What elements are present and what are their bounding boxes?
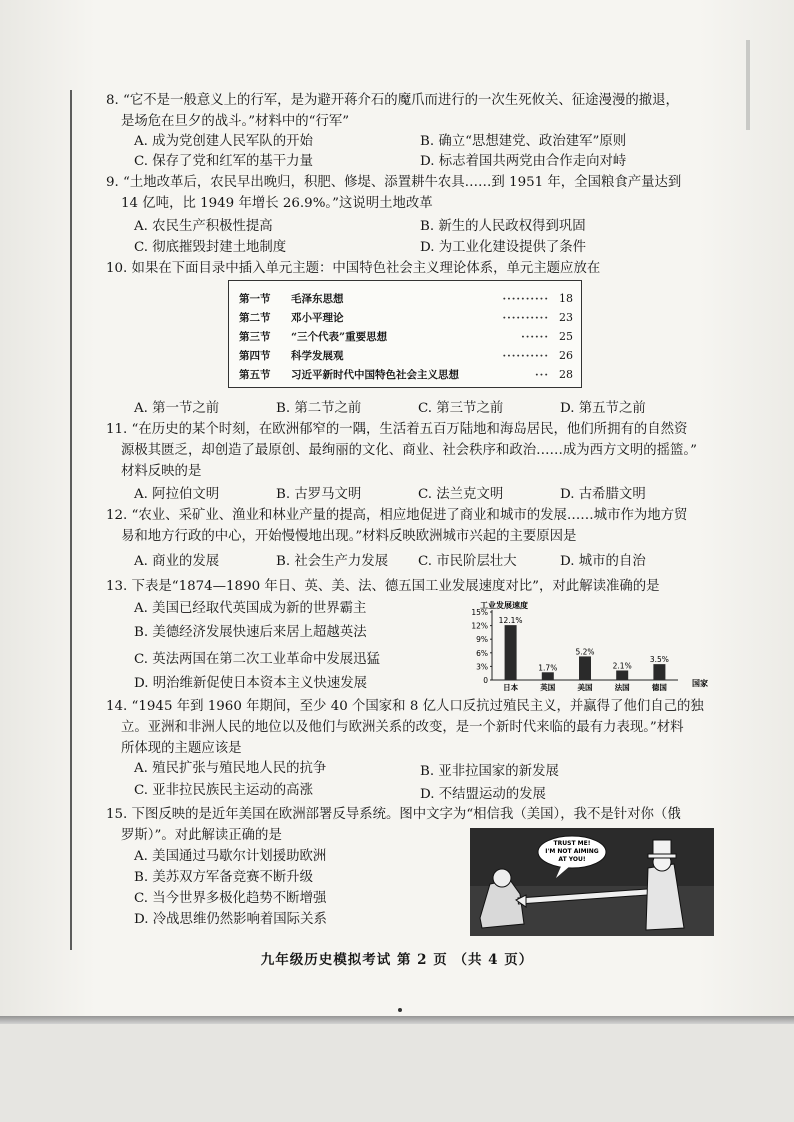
- q10-option-b: B. 第二节之前: [276, 401, 362, 416]
- q8-option-d: D. 标志着国共两党由合作走向对峙: [420, 154, 627, 169]
- bar: [616, 670, 628, 680]
- hat-brim: [648, 854, 676, 858]
- toc-title: “三个代表”重要思想: [291, 331, 388, 343]
- q15-option-a: A. 美国通过马歇尔计划援助欧洲: [134, 849, 327, 864]
- q12-option-a: A. 商业的发展: [134, 554, 220, 569]
- y-tick-label: 6%: [476, 648, 488, 658]
- q14-stem-line3: 所体现的主题应该是: [121, 741, 242, 756]
- y-tick-label: 3%: [476, 662, 488, 672]
- scan-edge: [0, 1016, 794, 1024]
- toc-leader: ··········: [502, 350, 549, 362]
- x-tick-label: 法国: [614, 683, 630, 692]
- q14-option-b: B. 亚非拉国家的新发展: [420, 764, 559, 779]
- bar-value-label: 1.7%: [538, 663, 558, 673]
- toc-section: 第三节: [239, 331, 271, 343]
- y-tick-label: 15%: [471, 608, 488, 617]
- industrial-growth-chart: [458, 598, 708, 696]
- q13-option-b: B. 美德经济发展快速后来居上超越英法: [134, 625, 367, 640]
- bar-value-label: 3.5%: [649, 655, 669, 665]
- q9-option-c: C. 彻底摧毁封建土地制度: [134, 240, 287, 255]
- q14-stem-line2: 立。亚洲和非洲人民的地位以及他们与欧洲关系的改变，是一个新时代来临的最有力表现。”材料: [121, 720, 684, 735]
- q12-option-b: B. 社会生产力发展: [276, 554, 389, 569]
- scan-dot: [398, 1008, 402, 1012]
- q12-option-c: C. 市民阶层壮大: [418, 554, 517, 569]
- toc-leader: ··········: [502, 293, 549, 305]
- x-tick-label: 英国: [540, 683, 556, 692]
- x-tick-label: 日本: [503, 683, 519, 692]
- toc-row: [239, 291, 573, 307]
- bar: [579, 656, 591, 680]
- toc-section: 第一节: [239, 293, 271, 305]
- q8-option-b: B. 确立“思想建党、政治建军”原则: [420, 134, 627, 149]
- cartoon-text: I'M NOT AIMING: [545, 848, 599, 855]
- q11-option-d: D. 古希腊文明: [560, 487, 646, 502]
- bar: [505, 625, 517, 680]
- x-axis-label: 国家: [692, 679, 708, 688]
- q13-option-d: D. 明治维新促使日本资本主义快速发展: [134, 676, 368, 691]
- q9-option-b: B. 新生的人民政权得到巩固: [420, 219, 586, 234]
- cartoon-text: AT YOU!: [558, 856, 586, 863]
- table-of-contents: [228, 280, 582, 388]
- bar: [542, 672, 554, 680]
- toc-leader: ······: [521, 331, 549, 343]
- q14-stem-line1: 14. “1945 年到 1960 年期间，至少 40 个国家和 8 亿人口反抗过殖民主义，并赢得了他们自己的独: [106, 699, 704, 714]
- q12-stem-line2: 易和地方行政的中心，开始慢慢地出现。”材料反映欧洲城市兴起的主要原因是: [121, 529, 577, 544]
- q11-stem-line3: 材料反映的是: [121, 464, 202, 479]
- toc-leader: ··········: [502, 312, 549, 324]
- toc-page: 26: [559, 349, 573, 362]
- figure-head: [493, 869, 511, 887]
- toc-page: 28: [559, 368, 573, 381]
- y-tick-label: 0: [483, 676, 488, 685]
- y-tick-label: 9%: [476, 635, 488, 645]
- q13-option-a: A. 美国已经取代英国成为新的世界霸主: [134, 601, 367, 616]
- x-tick-label: 德国: [651, 683, 667, 692]
- q8-stem-line2: 是场危在旦夕的战斗。”材料中的“行军”: [121, 114, 350, 129]
- x-tick-label: 美国: [577, 683, 593, 692]
- toc-title: 邓小平理论: [291, 312, 344, 324]
- toc-section: 第五节: [239, 369, 271, 381]
- q14-option-c: C. 亚非拉民族民主运动的高涨: [134, 783, 313, 798]
- toc-title: 科学发展观: [291, 350, 344, 362]
- toc-title: 习近平新时代中国特色社会主义思想: [291, 369, 459, 381]
- cartoon-text: TRUST ME!: [553, 840, 591, 847]
- q10-option-a: A. 第一节之前: [134, 401, 220, 416]
- toc-row: [239, 329, 573, 345]
- q8-stem-line1: 8. “它不是一般意义上的行军，是为避开蒋介石的魔爪而进行的一次生死攸关、征途漫漫的撤退，: [106, 93, 679, 108]
- y-tick-label: 12%: [471, 621, 488, 631]
- q15-option-b: B. 美苏双方军备竞赛不断升级: [134, 870, 314, 885]
- toc-row: [239, 310, 573, 326]
- q13-option-c: C. 英法两国在第二次工业革命中发展迅猛: [134, 652, 380, 667]
- page-edge-shadow: [746, 40, 750, 130]
- q9-option-a: A. 农民生产积极性提高: [134, 219, 273, 234]
- toc-title: 毛泽东思想: [291, 293, 344, 305]
- q10-option-d: D. 第五节之前: [560, 401, 646, 416]
- toc-row: [239, 348, 573, 364]
- q12-option-d: D. 城市的自治: [560, 554, 646, 569]
- toc-section: 第二节: [239, 312, 271, 324]
- binding-line: [70, 90, 72, 950]
- q15-option-d: D. 冷战思维仍然影响着国际关系: [134, 912, 327, 927]
- q9-stem-line1: 9. “土地改革后，农民早出晚归，积肥、修堤、添置耕牛农具……到 1951 年，全国粮食产量达到: [106, 175, 682, 190]
- toc-row: [239, 367, 573, 383]
- q15-option-c: C. 当今世界多极化趋势不断增强: [134, 891, 327, 906]
- q12-stem-line1: 12. “农业、采矿业、渔业和林业产量的提高，相应地促进了商业和城市的发展……城市作为地方贸: [106, 508, 688, 523]
- q11-stem-line1: 11. “在历史的某个时刻，在欧洲郁窄的一隅，生活着五百万陆地和海岛居民，他们所拥有的自然资: [106, 422, 688, 437]
- political-cartoon: [470, 828, 714, 936]
- q11-option-a: A. 阿拉伯文明: [134, 487, 220, 502]
- toc-leader: ···: [535, 369, 549, 381]
- toc-page: 23: [559, 311, 573, 324]
- toc-page: 25: [559, 330, 573, 343]
- q14-option-a: A. 殖民扩张与殖民地人民的抗争: [134, 761, 327, 776]
- bar-value-label: 2.1%: [612, 661, 632, 671]
- scan-margin: [0, 1024, 794, 1122]
- bar-value-label: 12.1%: [498, 616, 523, 626]
- q9-stem-line2: 14 亿吨，比 1949 年增长 26.9%。”这说明土地改革: [121, 196, 433, 211]
- q11-option-b: B. 古罗马文明: [276, 487, 362, 502]
- q10-stem-line1: 10. 如果在下面目录中插入单元主题：中国特色社会主义理论体系，单元主题应放在: [106, 261, 601, 276]
- q11-option-c: C. 法兰克文明: [418, 487, 504, 502]
- toc-section: 第四节: [239, 350, 271, 362]
- q15-stem-line2: 罗斯）”。对此解读正确的是: [121, 828, 282, 843]
- q8-option-c: C. 保存了党和红军的基干力量: [134, 154, 313, 169]
- bar-value-label: 5.2%: [575, 647, 595, 657]
- q11-stem-line2: 源极其匮乏，却创造了最原创、最绚丽的文化、商业、社会秩序和政治……成为西方文明的摇篮。”: [121, 443, 697, 458]
- chart-title: 工业发展速度: [480, 601, 528, 610]
- q9-option-d: D. 为工业化建设提供了条件: [420, 240, 587, 255]
- q14-option-d: D. 不结盟运动的发展: [420, 787, 546, 802]
- page-footer: 九年级历史模拟考试 第 2 页 （共 4 页）: [260, 952, 534, 968]
- bar: [653, 664, 665, 680]
- q8-option-a: A. 成为党创建人民军队的开始: [134, 134, 313, 149]
- q10-option-c: C. 第三节之前: [418, 401, 504, 416]
- q13-stem-line1: 13. 下表是“1874—1890 年日、英、美、法、德五国工业发展速度对比”，对此解读准确的是: [106, 579, 660, 594]
- q15-stem-line1: 15. 下图反映的是近年美国在欧洲部署反导系统。图中文字为“相信我（美国），我不是针对你（俄: [106, 807, 681, 822]
- toc-page: 18: [559, 292, 573, 305]
